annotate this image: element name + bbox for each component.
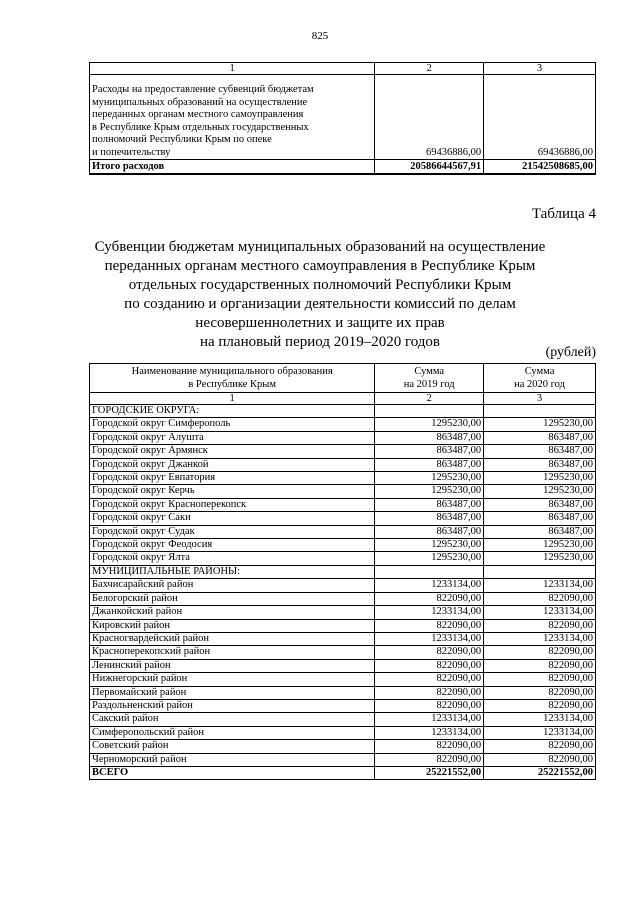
col-number-3: 3 — [484, 393, 596, 405]
municipality-name: Черноморский район — [90, 753, 375, 766]
sum-2019: 1233134,00 — [375, 606, 484, 619]
sum-2020: 1295230,00 — [484, 552, 596, 565]
sum-2020: 863487,00 — [484, 458, 596, 471]
municipality-name: МУНИЦИПАЛЬНЫЕ РАЙОНЫ: — [90, 565, 375, 578]
sum-2020: 863487,00 — [484, 431, 596, 444]
sum-2020: 863487,00 — [484, 445, 596, 458]
col-number-1: 1 — [90, 63, 375, 75]
municipality-name: Городской округ Судак — [90, 525, 375, 538]
col-number-2: 2 — [375, 393, 484, 405]
sum-2019: 1233134,00 — [375, 726, 484, 739]
expense-label-line: муниципальных образований на осуществление — [92, 96, 308, 108]
sum-2020: 1233134,00 — [484, 632, 596, 645]
sum-2019: 863487,00 — [375, 431, 484, 444]
column-number-row — [90, 393, 596, 405]
sum-2019 — [375, 565, 484, 578]
sum-2019: 863487,00 — [375, 445, 484, 458]
sum-2020: 1233134,00 — [484, 606, 596, 619]
municipality-name: ГОРОДСКИЕ ОКРУГА: — [90, 405, 375, 418]
sum-2019: 1295230,00 — [375, 539, 484, 552]
unit-label: (рублей) — [545, 345, 596, 360]
sum-2020: 822090,00 — [484, 619, 596, 632]
sum-2020: 863487,00 — [484, 512, 596, 525]
municipality-name: Городской округ Симферополь — [90, 418, 375, 431]
sum-2019: 1233134,00 — [375, 632, 484, 645]
sum-2020 — [484, 565, 596, 578]
municipality-name: Городской округ Керчь — [90, 485, 375, 498]
municipality-name: Раздольненский район — [90, 699, 375, 712]
sum-2020: 863487,00 — [484, 498, 596, 511]
expense-label-line: Расходы на предоставление субвенций бюджетам — [92, 84, 314, 95]
sum-2019: 822090,00 — [375, 659, 484, 672]
table-row — [90, 592, 596, 605]
sum-2020: 863487,00 — [484, 525, 596, 538]
sum-2020: 822090,00 — [484, 699, 596, 712]
sum-2020: 822090,00 — [484, 740, 596, 753]
sum-2019: 822090,00 — [375, 740, 484, 753]
sum-2020: 1295230,00 — [484, 485, 596, 498]
header-sum-2020 — [484, 364, 596, 393]
table-row — [90, 726, 596, 739]
table-label: Таблица 4 — [531, 206, 596, 222]
col-number-1: 1 — [90, 393, 375, 405]
sum-2019: 1295230,00 — [375, 472, 484, 485]
table-row — [90, 498, 596, 511]
sum-2020: 822090,00 — [484, 753, 596, 766]
table-row — [90, 552, 596, 565]
total-expenses-row — [90, 160, 596, 175]
municipality-name: Нижнегорский район — [90, 673, 375, 686]
municipality-name: Кировский район — [90, 619, 375, 632]
table-row — [90, 632, 596, 645]
table-row — [90, 606, 596, 619]
municipality-name: Красноперекопский район — [90, 646, 375, 659]
table-row — [90, 619, 596, 632]
header-sum-2019-line: Сумма — [414, 366, 445, 377]
grand-total-2020: 25221552,00 — [484, 766, 596, 779]
municipality-name: Советский район — [90, 740, 375, 753]
title-line: Субвенции бюджетам муниципальных образований на осуществление — [94, 239, 546, 255]
total-expenses-2020: 21542508685,00 — [484, 160, 596, 175]
municipality-name: Городской округ Феодосия — [90, 539, 375, 552]
municipality-name: Красногвардейский район — [90, 632, 375, 645]
table-row — [90, 405, 596, 418]
title-line: отдельных государственных полномочий Республики Крым — [128, 277, 512, 293]
table-row — [90, 512, 596, 525]
grand-total-2019: 25221552,00 — [375, 766, 484, 779]
municipality-name: Городской округ Алушта — [90, 431, 375, 444]
expense-sum-2020: 69436886,00 — [484, 75, 596, 160]
page-number: 825 — [311, 30, 329, 42]
col-number-2: 2 — [375, 63, 484, 75]
municipality-name: Городской округ Джанкой — [90, 458, 375, 471]
table-row — [90, 472, 596, 485]
title-line: по созданию и организации деятельности комиссий по делам — [124, 296, 516, 312]
table-row — [90, 646, 596, 659]
municipality-name: Городской округ Армянск — [90, 445, 375, 458]
sum-2020: 1295230,00 — [484, 472, 596, 485]
table-row — [90, 539, 596, 552]
header-sum-2020-line: на 2020 год — [514, 379, 565, 390]
municipality-name: Ленинский район — [90, 659, 375, 672]
sum-2019: 1295230,00 — [375, 552, 484, 565]
subvention-table — [89, 363, 596, 780]
sum-2020: 822090,00 — [484, 686, 596, 699]
header-sum-2019-line: на 2019 год — [403, 379, 455, 390]
title-line: на плановый период 2019–2020 годов — [199, 334, 441, 350]
sum-2020: 822090,00 — [484, 659, 596, 672]
sum-2019: 822090,00 — [375, 646, 484, 659]
column-number-row — [90, 63, 596, 75]
municipality-name: Первомайский район — [90, 686, 375, 699]
sum-2019: 863487,00 — [375, 498, 484, 511]
table-row — [90, 485, 596, 498]
expense-label — [90, 75, 375, 160]
municipality-name: Городской округ Саки — [90, 512, 375, 525]
municipality-name: Белогорский район — [90, 592, 375, 605]
sum-2020: 822090,00 — [484, 646, 596, 659]
sum-2020: 1295230,00 — [484, 418, 596, 431]
sum-2020: 1233134,00 — [484, 713, 596, 726]
municipality-name: Бахчисарайский район — [90, 579, 375, 592]
municipality-name: Сакский район — [90, 713, 375, 726]
grand-total-label: ВСЕГО — [90, 766, 375, 779]
sum-2019 — [375, 405, 484, 418]
municipality-name: Городской округ Ялта — [90, 552, 375, 565]
table-row — [90, 445, 596, 458]
expense-summary-table — [89, 62, 596, 175]
sum-2019: 822090,00 — [375, 619, 484, 632]
header-name-line: Наименование муниципального образования — [131, 366, 333, 377]
grand-total-row — [90, 766, 596, 779]
table-header-row — [90, 364, 596, 393]
sum-2019: 822090,00 — [375, 592, 484, 605]
sum-2019: 863487,00 — [375, 512, 484, 525]
expense-row — [90, 75, 596, 160]
table-row — [90, 699, 596, 712]
sum-2019: 1233134,00 — [375, 713, 484, 726]
sum-2020: 1295230,00 — [484, 539, 596, 552]
table-row — [90, 713, 596, 726]
header-sum-2019 — [375, 364, 484, 393]
expense-label-line: переданных органам местного самоуправления — [92, 109, 304, 120]
table-row — [90, 418, 596, 431]
table-row — [90, 686, 596, 699]
sum-2020: 1233134,00 — [484, 726, 596, 739]
sum-2019: 822090,00 — [375, 686, 484, 699]
table-row — [90, 579, 596, 592]
municipality-name: Симферопольский район — [90, 726, 375, 739]
municipality-name: Городской округ Евпатория — [90, 472, 375, 485]
table-row — [90, 458, 596, 471]
table-row — [90, 673, 596, 686]
title-line: переданных органам местного самоуправления в Республике Крым — [104, 258, 536, 274]
table-row — [90, 740, 596, 753]
sum-2019: 822090,00 — [375, 699, 484, 712]
sum-2019: 863487,00 — [375, 458, 484, 471]
title-line: несовершеннолетних и защите их прав — [195, 315, 445, 331]
table-row — [90, 565, 596, 578]
sum-2019: 822090,00 — [375, 673, 484, 686]
header-sum-2020-line: Сумма — [524, 366, 555, 377]
expense-sum-2019: 69436886,00 — [375, 75, 484, 160]
header-name — [90, 364, 375, 393]
sum-2020: 822090,00 — [484, 592, 596, 605]
sum-2020 — [484, 405, 596, 418]
col-number-3: 3 — [484, 63, 596, 75]
sum-2019: 1233134,00 — [375, 579, 484, 592]
sum-2020: 822090,00 — [484, 673, 596, 686]
sum-2019: 1295230,00 — [375, 485, 484, 498]
table-row — [90, 525, 596, 538]
table-row — [90, 753, 596, 766]
expense-label-line: в Республике Крым отдельных государственных — [92, 121, 309, 133]
expense-label-line: полномочий Республики Крым по опеке — [92, 134, 272, 145]
sum-2020: 1233134,00 — [484, 579, 596, 592]
table-row — [90, 659, 596, 672]
table-row — [90, 431, 596, 444]
sum-2019: 863487,00 — [375, 525, 484, 538]
total-expenses-2019: 20586644567,91 — [375, 160, 484, 175]
expense-label-line: и попечительству — [92, 146, 171, 158]
municipality-name: Джанкойский район — [90, 606, 375, 619]
header-name-line: в Республике Крым — [188, 379, 276, 390]
sum-2019: 822090,00 — [375, 753, 484, 766]
total-expenses-label: Итого расходов — [90, 160, 375, 175]
sum-2019: 1295230,00 — [375, 418, 484, 431]
municipality-name: Городской округ Красноперекопск — [90, 498, 375, 511]
table-title — [60, 238, 580, 352]
